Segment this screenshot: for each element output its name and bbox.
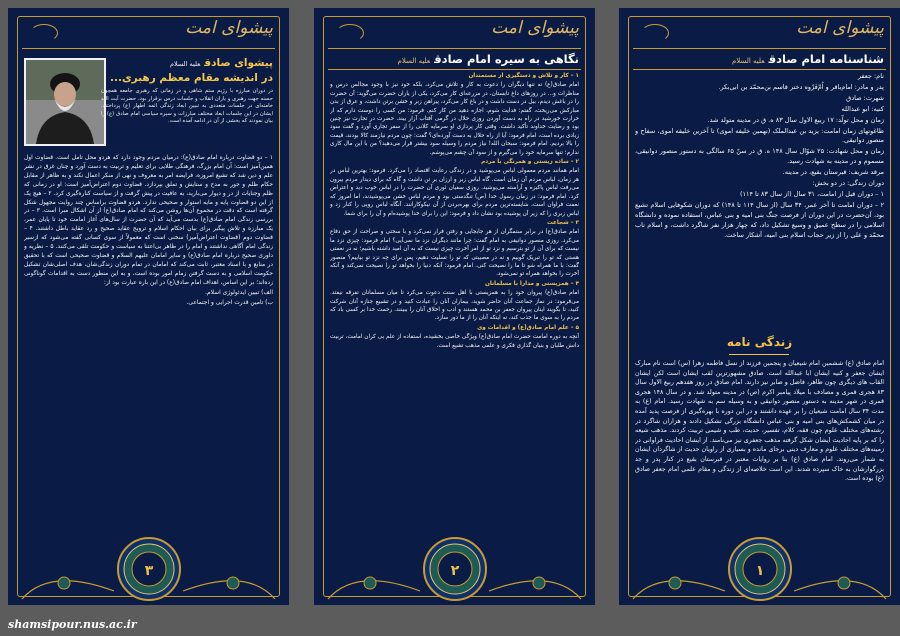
leader-photo [24,58,106,146]
corner-ornament-left [326,565,422,601]
intro-text: در دوران مبارزه با رژیم ستم شاهی و در زمانی که رهبری جامعه همچون حسنه جهت رهبری و یاران انقلاب و جلسات درس برقرار بود، حضرت آیت الله خامنه‌ای در جلسات متعددی به تبیین ابعاد زندگی ائمه اطهار (ع) پرداختند. ایشان در این جلسات ابعاد مختلف مبارزات و سیره سیاسی امام صادق (ع) را بیان نمودند که بخشی از آن در ادامه آمده است. [101,88,273,125]
biography-text: امام صادق (ع) ششمین امام شیعیان و پنجمین فرزند از نسل فاطمه زهرا (س) است نام مبارک ایشان جعفر و کنیه ایشان ابا عبدالله است. صادق مشهورترین لقب ایشان است لکن ایشان القاب های دیگری چون طاهر، فاضل و صابر نیز دارند. امام صادق در روز هفدهم ربیع الاول سال ۸۳ هجری قمری و مصادف با میلاد پیامبر اکرم (ص) در مدینه متولد شد. و در سال ۱۴۸ هجری قمری در شهر مدینه به دستور منصور دوانیقی و به وسیله سم به شهادت رسید. امام (ع) به مدت ۳۴ سال امامت شیعیان را بر عهده داشتند و در این دوره با بهره‌گیری از فرصت پدید آمده در میان کشمکش‌های بنی امیه و بنی عباس دانشگاه بزرگی تشکیل دادند و هزاران شاگرد در رشته‌های مختلف علوم چون فقه، کلام، تفسیر، حدیث، طب و شیمی تربیت کردند. مذهب شیعه را که بر پایه احادیث ایشان شکل گرفته مذهب جعفری نیز می‌نامند. از ایشان احادیث فراوانی در زمینه‌های مختلف علوم و معارف دینی برجای مانده و بسیاری از راویان حدیث از شاگردان ایشان به شمار می‌روند. امام صادق (ع) بنا بر روایات معتبر در قبرستان بقیع در کنار پدر و جد بزرگوارشان به خاک سپرده شدند. این است خلاصه‌ای از زندگی و مقام علمی امام جعفر صادق (ع) بوده است. [635,360,884,483]
section-heading: ۴ – همزیستی و مدارا با مسلمانان [485,280,579,287]
portrait-image [26,60,104,144]
section-heading: ۳ – شجاعت [546,219,579,226]
profile-line: زمان و محل شهادت: ۲۵ شوّال سال ۱۴۸ ه. ق در سنّ ۶۵ سالگی به دستور منصور دوانیقی، مسموم و در مدینه به شهادت رسید. [635,147,884,166]
profile-line: ۱ – دوران قبل از امامت، ۳۱ سال (از سال ۸۳ تا ۱۱۴) [739,189,884,198]
corner-ornament-right [792,565,888,601]
panel-page-1 [619,8,900,605]
page-number: ۱ [755,563,764,579]
masthead-logo: پیشوای امت [796,18,884,38]
profile-line: شهرت: صادق [846,93,884,102]
corner-ornament-right [181,565,277,601]
page-medallion [113,531,185,603]
list-item: الف) تبیین ایدئولوژی اسلام. [205,289,273,296]
ornament-swirl [30,24,58,42]
page-medallion [419,531,491,603]
section-heading: ۵ – علم امام صادق(ع) و اقدامات وی [477,324,579,331]
profile-line: نام: جعفر [857,72,884,80]
ornament-swirl [641,24,669,42]
profile-line: کنیه: ابو عبدالله [841,104,884,113]
section-heading: ۱ – کار و تلاش و دستگیری از مستمندان [468,73,579,79]
list-item: ب) تامین قدرت اجرایی و اجتماعی. [186,299,273,306]
footer-url[interactable]: shamsipour.nus.ac.ir [8,618,137,631]
profile-line: زمان و محل تولّد: ۱۷ ربیع الاول سال ۸۳ ه. ق در مدینه متولد شد. [707,115,884,124]
section-text: امام صادق(ع) در برابر ستمگران از هر جابجایی و رفتن فرار نمی‌کرد و با سختی و صراحت از حق دفاع می‌کرد. روزی منصور دوانیقی به امام گفت: چرا مانند دیگران نزد ما نمی‌آیی؟ امام فرمود: چیزی نزد ما نیست که برای آن از تو بترسیم و نزد تو از امر آخرت چیزی نیست که به آن امید داشته باشیم؛ نه در نعمتی هستی که تو را تبریک گوییم و نه در مصیبتی که تو را تسلیت دهیم، پس برای چه نزد تو بیاییم؟ منصور گفت: با ما همراه شو تا ما را نصیحت کنی. امام فرمود: آنکه دنیا را بخواهد تو را نصیحت نمی‌کند و آنکه آخرت را بخواهد همراه تو نمی‌شود. [330,229,579,278]
corner-ornament-left [20,565,116,601]
page-title: پیشوای صادقعلیه السلام [169,57,273,69]
section-title: نگاهی به سیره امام صادقعلیه السلام [397,52,579,66]
masthead-logo: پیشوای امت [185,18,273,38]
section-heading: ۲ – ساده زیستی و همرنگی با مردم [481,159,579,166]
page-subtitle: در اندیشه مقام معظم رهبری... [110,72,273,84]
profile-line: ۲ – دوران امامت تا آخر عمر، ۳۴ سال (از سال ۱۱۴ تا ۱۴۸) که دوران شکوفایی اسلام تشیع بود، آن‌حضرت در این دوران از فرصت جنگ بنی امیه و بنی عباس، استفاده نموده و دانشگاه اسلامی را در سطح عمیق و وسیع تشکیل داد، که چهار هزار نفر شاگرد داشت، و اسلام ناب محمّد و علی را از زیر حجاب اسلام بنی امیه، آشکار ساخت. [635,200,884,239]
page-medallion [724,531,796,603]
title-block [101,56,273,126]
corner-ornament-right [487,565,583,601]
section-title: شناسنامه امام صادقعلیه السلام [731,52,884,66]
section-text: امام صادق(ع) پیروان خود را به همزیستی با اهل سنت دعوت می‌کرد تا میان مسلمانان تفرقه نیفتد. می‌فرمود: در نماز جماعت آنان حاضر شوید، بیماران آنان را عیادت کنید و در تشییع جنازه آنان شرکت کنید، تا بگویند اینان پیروان جعفر بن محمد هستند و ادب و اخلاق آنان را ببینند. رحمت خدا بر کسی باد که مردم را به سوی ما جذب کند، نه اینکه آنان را از ما دور سازد. [330,290,579,322]
masthead-logo: پیشوای امت [491,18,579,38]
panel-page-3 [8,8,289,605]
section-heading-biography: زندگی نامه [726,335,793,349]
page-number: ۳ [144,563,153,579]
profile-line: دوران زندگی: در دو بخش: [812,179,884,188]
panel-page-2 [314,8,595,605]
section-text: امام صادق(ع) نه تنها دیگران را دعوت به کار و تلاش می‌کرد، بلکه خود نیز با وجود مجالس درس و مناظرات و... در روزهای داغ تابستان، در مزرعه‌ای کار می‌کرد، یکی از یاران حضرت می‌گوید: آن حضرت را در باغش دیدم، بیل در دست داشت و در باغ کار می‌کرد، پیراهن زبر و خشن برتن داشت، و عرق از بدن مبارکش می‌ریخت، گفتم: فدایت شوم، اجازه دهید من کار کنم. فرمود: من کسی را دوست دارم که از حرارت خورشید در راه به دست آوردن روزی حلال در گرمی آفتاب آزار بیند. حضرت در تجارت نیز چنین بود و رضایت خداوند تأکید داشت. وقتی کار پردازی او سرمایه کلانی را از سفر تجاری آورد و گفت سود زیادی برده است، امام فرمود: آیا از راه حلال به دست آورده‌ای؟ گفت: چون مردم نیازمند کالا بودند، قیمت را بالا بردیم. امام فرمود: سبحان الله! نیاز مردم را وسیله سود بیشتر قرار می‌دهید؟ من با این مال کاری ندارم؛ تنها سرمایه خود را می‌گیرم و از سود آن چشم می‌پوشم. [330,82,579,156]
profile-line: مرقد شریف: قبرستان بقیع، در مدینه. [782,168,884,177]
section-text: آنچه به دوره امامت حضرت امام صادق(ع) ویژگی خاصی بخشیده، استفاده از علم بی کران امامت، تربیت دانش طلبان و بنیان گذاری فکری و علمی مذهب تشیع است. [330,334,579,349]
section-text: امام همانند مردم معمولی لباس می‌پوشید و در زندگی رعایت اقتصاد را می‌کرد. فرمود: بهترین لباس در هر زمان، لباس مردم آن زمان است. گاه لباس زبر و ارزان بر تن داشت و گاه که برای دیدار مردم بیرون می‌رفت لباس پاکیزه و آراسته می‌پوشید. روزی سفیان ثوری آن حضرت را در لباس خوب دید و اعتراض کرد. امام فرمود: در زمان رسول خدا (ص) تنگدستی بود و مردم لباس خشن می‌پوشیدند، اما امروز که نعمت فراوان است، شایسته‌ترین مردم برای بهره‌بردن از آن نیکوکارانند. آنگاه لباس رویی را کنار زد و لباس زبری را که زیر آن پوشیده بود نشان داد و فرمود: این را برای خدا پوشیده‌ام و آن را برای شما. [330,168,579,217]
page-number: ۲ [450,563,459,579]
profile-lines [635,72,884,330]
leader-views-text: ۱ – دو قضاوت درباره امام صادق(ع): درمیان مردم وجود دارد که هردو محل تامل است. قضاوت اول همین‌آمیز است: آن امام بزرگ، فرهنگی طلایی برای تعلیم و تربیت به دست آورد و چنان غرق در نشر علم و دین شد که تشیع امروزه، فرایضه امر به معروف و نهی از منکر اعمال نکند و به ظاهر از مقابل حکام ظلم و جور به مدح و ستایش و تملق بپردازد. قضاوت دوم اعتراض‌آمیز است: او در زمانی که ظلم وجنایات از در و دیوار می‌بارید، به عافیت در پیش گرفت و از سیاست کناره‌گیری کرد. ۲ – هیچ یک از این دو قضاوت پایه و مایه استوار و صحیحی ندارد. هردو قضاوت براساس چند روایت مجهول شکل گرفته است که دقت در مجموع آن‌ها روشن می‌کند که امام صادق(ع) از آن اشکال مبرا است. ۳ – در بررسی زندگی امام صادق(ع) بدست می‌آید که آن حضرت از سال‌های آغاز امامت خود تا پایان عمر، یک مبارزه و تلاش پیگیر برای بیان احکام اسلام و ترویج عقاید صحیح و رد عقاید باطل داشتند. ۴ – قضاوت دوم (قضاوت اعتراض‌آمیز) سخنی است که معمولاً از سوی کسانی گفته می‌شود که ازسیر زندگی امام آگاهی نداشتند و امام را در ظاهر بی‌اعتنا به سیاست و حکومت تلقی می‌کنند. ۵ – نظریه و داوری صحیح درباره امام صادق(ع) و سایر امامان علیهم السلام و قضاوت صحیحی است که با تحقیق در منابع و با اسناد معتبر، ثابت می‌کند که امامان در تمام دوران زندگی‌شان، هدف اصلی‌شان تشکیل حکومت اسلامی و به دست گرفتن زمام امور بوده است، و به این منظور دست به اقدامات گوناگونی زده‌اند؛ بر این اساس، اهداف امام صادق(ع) در این باره عبارت بود از: الف) تبیین ایدئولوژی اسلام. ب) تامین قدرت اجرایی و اجتماعی. [24,155,273,306]
ornament-swirl [336,24,364,42]
profile-line: پدر و مادر: امام‌باقر و اُمّ‌فَرْوه دختر قاسم بن‌محمّد بن ابی‌بکر. [718,82,884,91]
sira-sections [330,72,579,542]
profile-line: طاغوتهای زمان امامت: یزید بن عبدالملک (نهمین خلیفه اموی) تا آخرین خلیفه اموی، سفاح و منصور دوانیقی. [635,126,884,145]
corner-ornament-left [631,565,727,601]
